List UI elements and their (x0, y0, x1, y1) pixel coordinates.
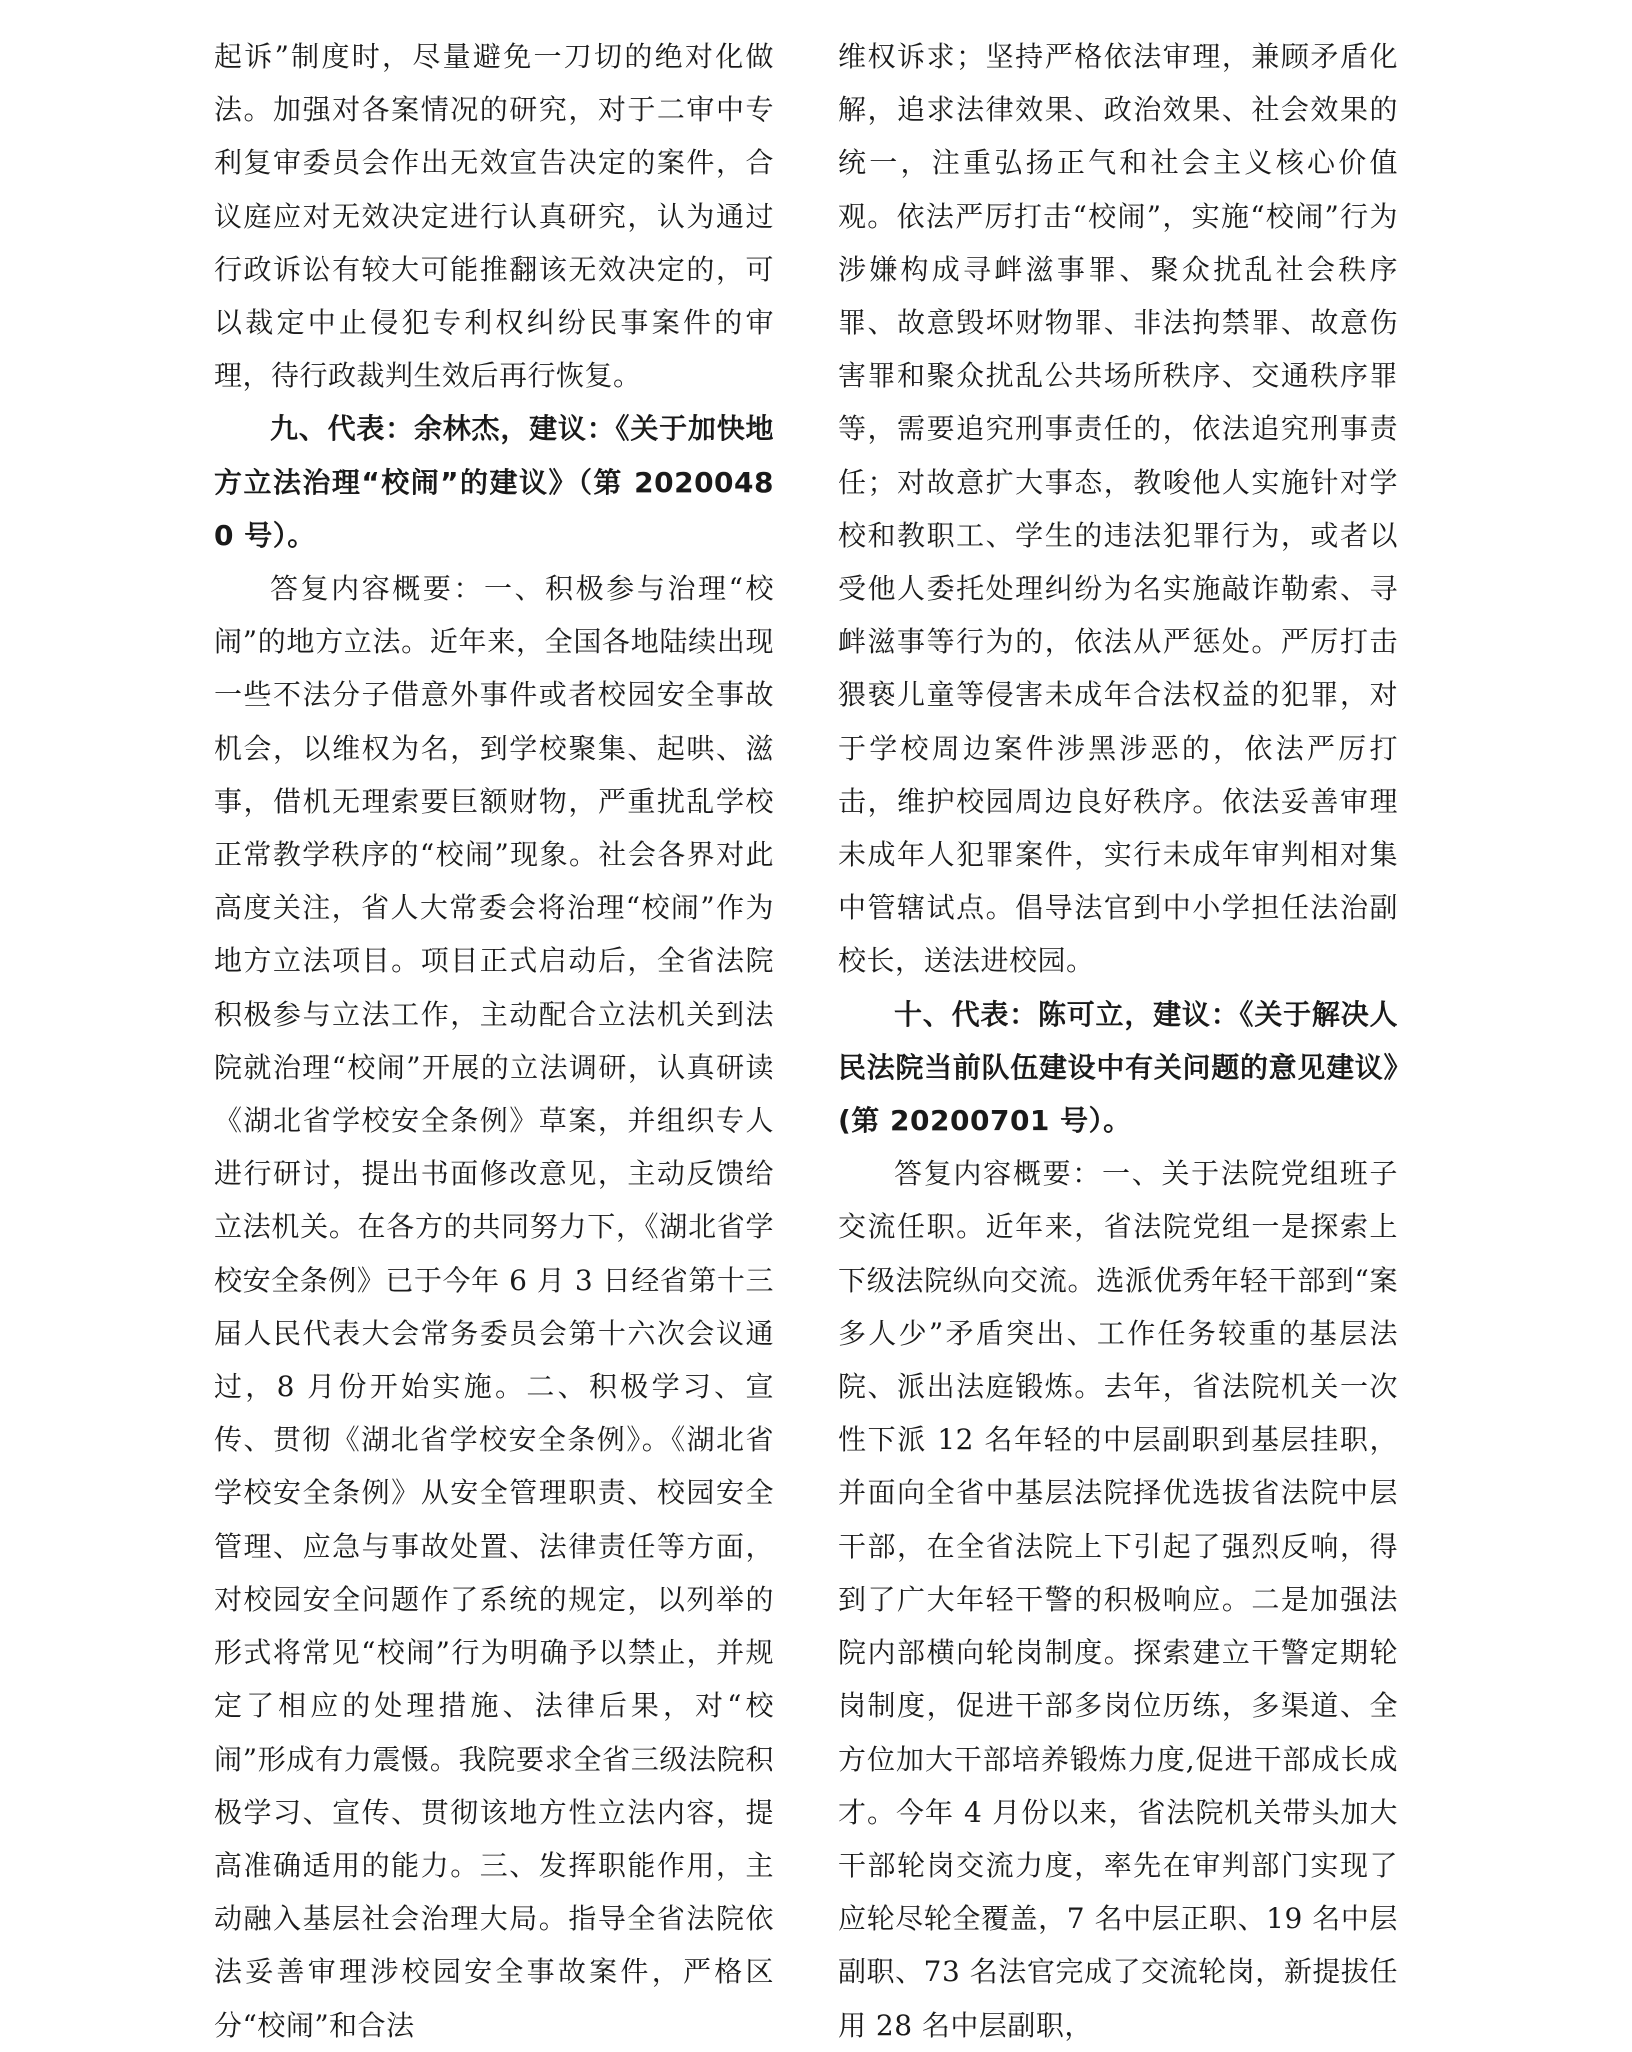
section-heading-10: 十、代表：陈可立，建议：《关于解决人民法院当前队伍建设中有关问题的意见建议》(第 20200701 号）。 (838, 997, 1398, 1138)
right-column (838, 30, 1398, 2052)
paragraph-reply-summary-9: 答复内容概要：一、积极参与治理“校闹”的地方立法。近年来，全国各地陆续出现一些不法分子借意外事件或者校园安全事故机会，以维权为名，到学校聚集、起哄、滋事，借机无理索要巨额财物，严重扰乱学校正常教学秩序的“校闹”现象。社会各界对此高度关注，省人大常委会将治理“校闹”作为地方立法项目。项目正式启动后，全省法院积极参与立法工作，主动配合立法机关到法院就治理“校闹”开展的立法调研，认真研读《湖北省学校安全条例》草案，并组织专人进行研讨，提出书面修改意见，主动反馈给立法机关。在各方的共同努力下，《湖北省学校安全条例》已于今年 6 月 3 日经省第十三届人民代表大会常务委员会第十六次会议通过，8 月份开始实施。二、积极学习、宣传、贯彻《湖北省学校安全条例》。《湖北省学校安全条例》从安全管理职责、校园安全管理、应急与事故处置、法律责任等方面，对校园安全问题作了系统的规定，以列举的形式将常见“校闹”行为明确予以禁止，并规定了相应的处理措施、法律后果，对“校闹”形成有力震慑。我院要求全省三级法院积极学习、宣传、贯彻该地方性立法内容，提高准确适用的能力。三、发挥职能作用，主动融入基层社会治理大局。指导全省法院依法妥善审理涉校园安全事故案件，严格区分“校闹”和合法 (214, 572, 774, 2042)
paragraph-reply-summary-10: 答复内容概要：一、关于法院党组班子交流任职。近年来，省法院党组一是探索上下级法院纵向交流。选派优秀年轻干部到“案多人少”矛盾突出、工作任务较重的基层法院、派出法庭锻炼。去年，省法院机关一次性下派 12 名年轻的中层副职到基层挂职，并面向全省中基层法院择优选拔省法院中层干部，在全省法院上下引起了强烈反响，得到了广大年轻干警的积极响应。二是加强法院内部横向轮岗制度。探索建立干警定期轮岗制度，促进干部多岗位历练，多渠道、全方位加大干部培养锻炼力度,促进干部成长成才。今年 4 月份以来，省法院机关带头加大干部轮岗交流力度，率先在审判部门实现了应轮尽轮全覆盖，7 名中层正职、19 名中层副职、73 名法官完成了交流轮岗，新提拔任用 28 名中层副职， (838, 1157, 1398, 2042)
paragraph-continuation-right: 维权诉求；坚持严格依法审理，兼顾矛盾化解，追求法律效果、政治效果、社会效果的统一，注重弘扬正气和社会主义核心价值观。依法严厉打击“校闹”，实施“校闹”行为涉嫌构成寻衅滋事罪、聚众扰乱社会秩序罪、故意毁坏财物罪、非法拘禁罪、故意伤害罪和聚众扰乱公共场所秩序、交通秩序罪等，需要追究刑事责任的，依法追究刑事责任；对故意扩大事态，教唆他人实施针对学校和教职工、学生的违法犯罪行为，或者以受他人委托处理纠纷为名实施敲诈勒索、寻衅滋事等行为的，依法从严惩处。严厉打击猥亵儿童等侵害未成年合法权益的犯罪，对于学校周边案件涉黑涉恶的，依法严厉打击，维护校园周边良好秩序。依法妥善审理未成年人犯罪案件，实行未成年审判相对集中管辖试点。倡导法官到中小学担任法治副校长，送法进校园。 (838, 40, 1398, 978)
section-heading-9: 九、代表：余林杰，建议：《关于加快地方立法治理“校闹”的建议》（第 20200480 号）。 (214, 412, 774, 552)
paragraph-continuation: 起诉”制度时，尽量避免一刀切的绝对化做法。加强对各案情况的研究，对于二审中专利复审委员会作出无效宣告决定的案件，合议庭应对无效决定进行认真研究，认为通过行政诉讼有较大可能推翻该无效决定的，可以裁定中止侵犯专利权纠纷民事案件的审理，待行政裁判生效后再行恢复。 (214, 40, 774, 393)
left-column (214, 30, 774, 2052)
